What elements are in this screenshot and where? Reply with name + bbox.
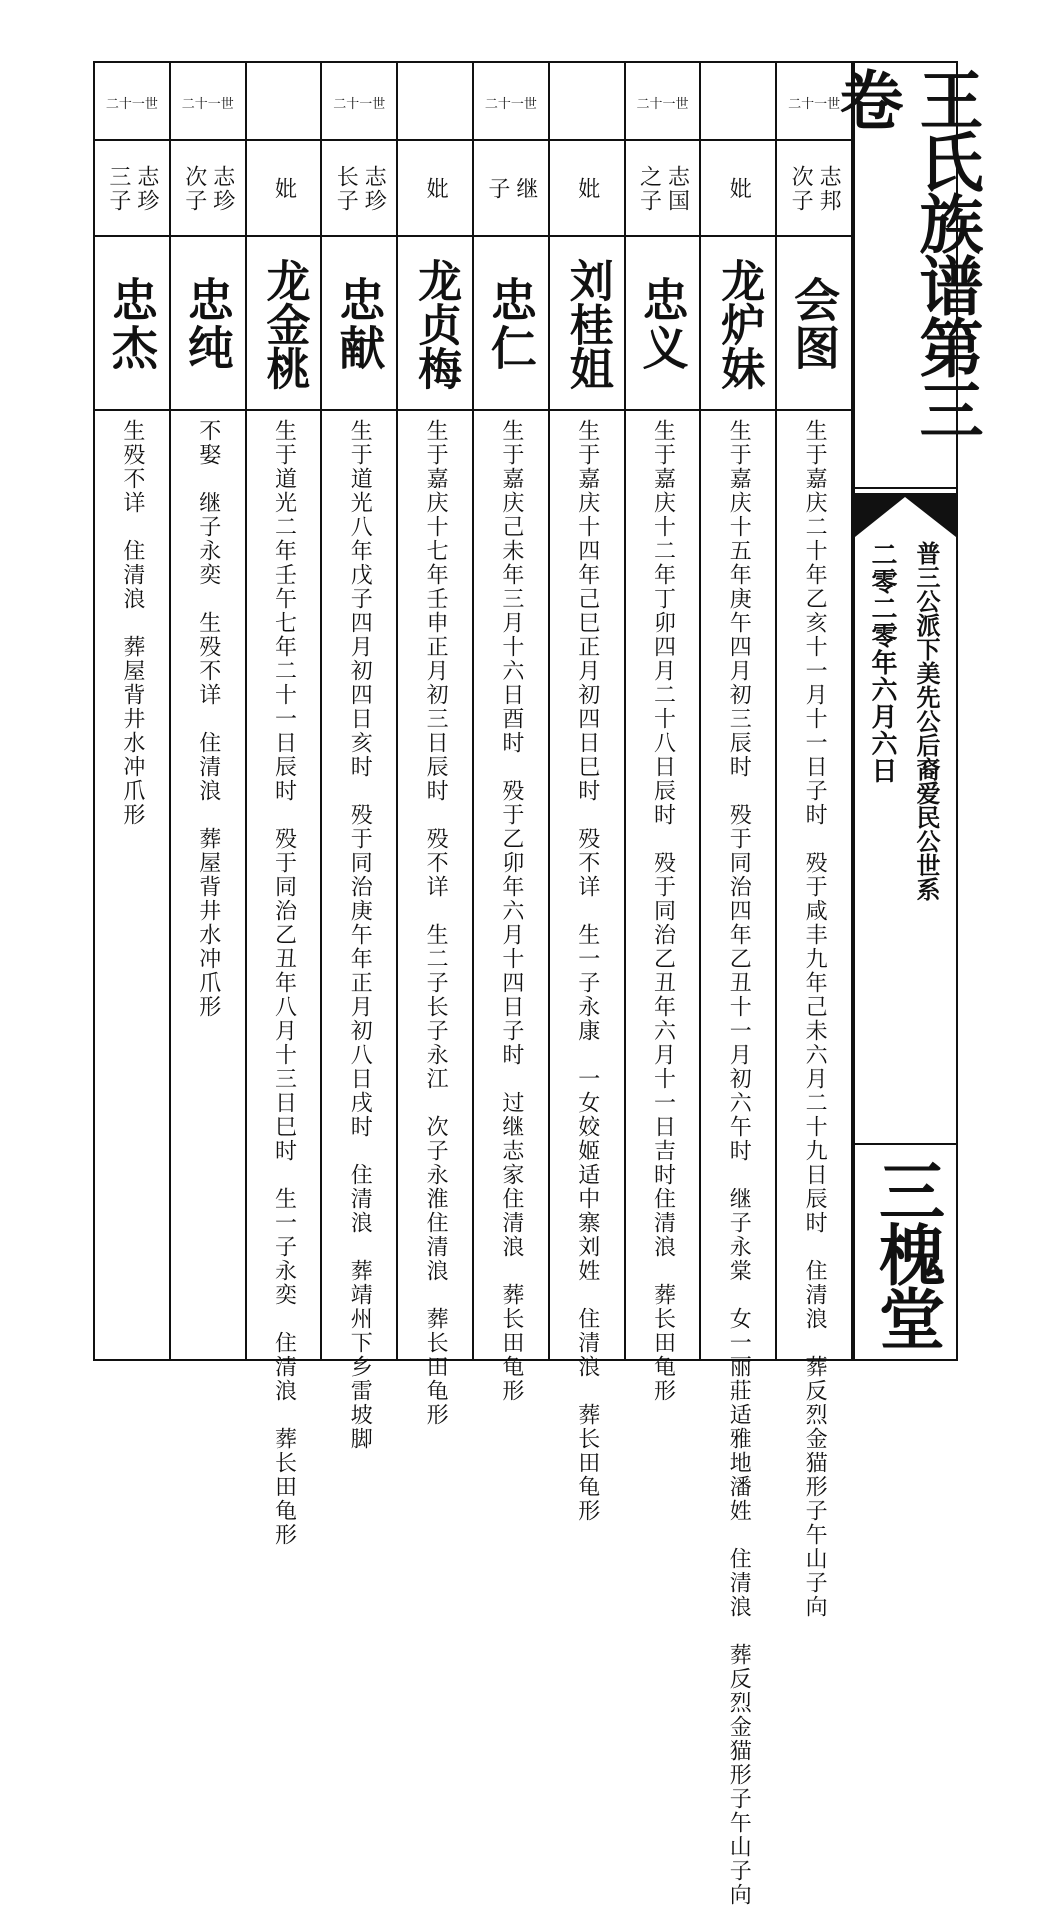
relation-text: 志珍 三子 <box>105 165 159 213</box>
person-name: 会图 <box>787 276 842 372</box>
biography-cell <box>701 411 775 1907</box>
person-name: 龙炉妹 <box>713 258 765 390</box>
person-name: 龙贞梅 <box>410 258 462 390</box>
book-title <box>828 67 983 487</box>
relation-text: 志邦 次子 <box>788 165 842 213</box>
genealogy-column <box>247 63 323 1547</box>
person-name-cell <box>247 237 321 411</box>
relation-text: 妣 <box>726 177 752 201</box>
date-text: 二零二零年六月六日 <box>867 541 897 784</box>
biography-text: 生于嘉庆二十年乙亥十一月十一日子时 殁于咸丰九年己未六月二十九日辰时 住清浪 葬反烈金猫形子午山子向 <box>802 419 828 1619</box>
lineage-line <box>903 541 949 1141</box>
genealogy-column <box>626 63 702 1403</box>
generation-label <box>550 63 624 141</box>
relation-text: 志珍 长子 <box>333 165 387 213</box>
genealogy-column <box>701 63 777 1907</box>
generation-label <box>701 63 775 141</box>
relation-cell <box>550 141 624 237</box>
hall-name <box>855 1147 956 1359</box>
relation-text: 志珍 次子 <box>181 165 235 213</box>
genealogy-table <box>93 61 855 1907</box>
biography-cell <box>95 411 169 1359</box>
relation-cell <box>398 141 472 237</box>
person-name-cell <box>95 237 169 411</box>
genealogy-column <box>474 63 550 1403</box>
generation-label <box>247 63 321 141</box>
biography-cell <box>171 411 245 1359</box>
book-title-text: 王氏族谱第三卷 <box>828 67 983 439</box>
relation-cell <box>171 141 245 237</box>
hall-name-text: 三槐堂 <box>867 1157 945 1349</box>
biography-cell <box>322 411 396 1451</box>
lineage-text: 普三公派下美先公后裔爱民公世系 <box>912 541 940 901</box>
title-panel <box>828 61 983 1361</box>
person-name: 忠献 <box>332 276 387 372</box>
person-name: 龙金桃 <box>258 258 310 390</box>
generation-label: 二十一世 <box>181 95 234 111</box>
genealogy-column <box>322 63 398 1451</box>
person-name: 忠纯 <box>180 276 235 372</box>
relation-cell <box>322 141 396 237</box>
biography-cell <box>777 411 851 1619</box>
relation-cell <box>247 141 321 237</box>
relation-text: 志国 之子 <box>636 165 690 213</box>
relation-cell <box>474 141 548 237</box>
person-name-cell <box>626 237 700 411</box>
biography-text: 生殁不详 住清浪 葬屋背井水冲爪形 <box>119 419 145 827</box>
generation-label <box>398 63 472 141</box>
generation-label: 二十一世 <box>788 95 841 111</box>
relation-text: 妣 <box>271 177 297 201</box>
biography-cell <box>398 411 472 1427</box>
person-name-cell <box>550 237 624 411</box>
generation-label: 二十一世 <box>105 95 158 111</box>
person-name-cell <box>398 237 472 411</box>
person-name: 忠义 <box>635 276 690 372</box>
biography-text: 生于嘉庆十五年庚午四月初三辰时 殁于同治四年乙丑十一月初六午时 继子永棠 女一丽莊适雅地潘姓 住清浪 葬反烈金猫形子午山子向 <box>726 419 752 1907</box>
biography-text: 生于嘉庆十二年丁卯四月二十八日辰时 殁于同治乙丑年六月十一日吉时住清浪 葬长田龟形 <box>650 419 676 1403</box>
date-line <box>859 541 905 1041</box>
relation-text: 继 子 <box>484 177 538 201</box>
title-divider <box>855 487 956 489</box>
genealogy-column <box>550 63 626 1523</box>
relation-cell <box>701 141 775 237</box>
person-name-cell <box>701 237 775 411</box>
biography-cell <box>474 411 548 1403</box>
relation-cell <box>95 141 169 237</box>
relation-text: 妣 <box>574 177 600 201</box>
person-name-cell <box>171 237 245 411</box>
person-name: 忠杰 <box>104 276 159 372</box>
fishtail-ornament-icon <box>855 493 956 537</box>
biography-text: 生于嘉庆十四年己巳正月初四日巳时 殁不详 生一子永康 一女姣姬适中寨刘姓 住清浪 葬长田龟形 <box>574 419 600 1523</box>
person-name-cell <box>474 237 548 411</box>
biography-cell <box>247 411 321 1547</box>
genealogy-column <box>171 63 247 1359</box>
person-name-cell <box>322 237 396 411</box>
biography-cell <box>626 411 700 1403</box>
generation-label: 二十一世 <box>484 95 537 111</box>
biography-text: 不娶 继子永奕 生殁不详 住清浪 葬屋背井水冲爪形 <box>195 419 221 1019</box>
biography-text: 生于道光八年戊子四月初四日亥时 殁于同治庚午年正月初八日戌时 住清浪 葬靖州下乡雷坡脚 <box>347 419 373 1451</box>
biography-text: 生于道光二年壬午七年二十一日辰时 殁于同治乙丑年八月十三日巳时 生一子永奕 住清浪 葬长田龟形 <box>271 419 297 1547</box>
person-name: 忠仁 <box>483 276 538 372</box>
generation-label: 二十一世 <box>636 95 689 111</box>
genealogy-column <box>95 63 171 1359</box>
person-name: 刘桂姐 <box>561 258 613 390</box>
relation-text: 妣 <box>423 177 449 201</box>
genealogy-column <box>398 63 474 1427</box>
biography-cell <box>550 411 624 1523</box>
hall-divider <box>855 1143 956 1145</box>
biography-text: 生于嘉庆十七年壬申正月初三日辰时 殁不详 生二子长子永江 次子永淮住清浪 葬长田龟形 <box>423 419 449 1427</box>
generation-label: 二十一世 <box>333 95 386 111</box>
relation-cell <box>626 141 700 237</box>
biography-text: 生于嘉庆己未年三月十六日酉时 殁于乙卯年六月十四日子时 过继志家住清浪 葬长田龟形 <box>498 419 524 1403</box>
